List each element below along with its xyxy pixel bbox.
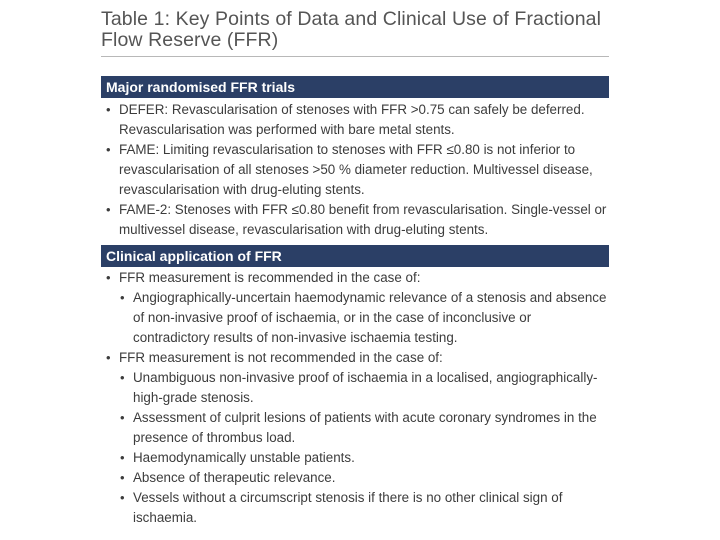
list-subitem xyxy=(101,448,609,468)
bullet-icon: • xyxy=(120,450,125,465)
bullet-icon: • xyxy=(120,370,125,385)
list-item xyxy=(101,200,609,240)
item-text: Vessels without a circumscript stenosis if there is no other clinical sign of ischaemia. xyxy=(133,490,563,525)
item-text: FFR measurement is not recommended in the case of: xyxy=(119,350,443,365)
item-text: FAME: Limiting revascularisation to stenoses with FFR ≤0.80 is not inferior to revascularisation of all stenoses >50 % diameter reduction. Multivessel disease, revascularisation with drug-eluting stents. xyxy=(119,142,593,197)
item-text: Angiographically-uncertain haemodynamic relevance of a stenosis and absence of non-invasive proof of ischaemia, or in the case of inconclusive or contradictory results of non-invasive ischaemia testing. xyxy=(133,290,607,345)
bullet-icon: • xyxy=(120,290,125,305)
list-subitem xyxy=(101,468,609,488)
bullet-icon: • xyxy=(106,202,111,217)
table-title xyxy=(101,9,621,51)
bullet-icon: • xyxy=(120,410,125,425)
bullet-icon: • xyxy=(106,102,111,117)
item-text: Absence of therapeutic relevance. xyxy=(133,470,336,485)
section-header-trials: Major randomised FFR trials xyxy=(101,76,609,98)
item-text: FFR measurement is recommended in the case of: xyxy=(119,270,421,285)
list-item xyxy=(101,140,609,200)
title-divider xyxy=(101,56,609,57)
item-text: Unambiguous non-invasive proof of ischaemia in a localised, angiographically-high-grade stenosis. xyxy=(133,370,598,405)
list-item xyxy=(101,100,609,140)
list-subitem xyxy=(101,288,609,348)
list-item xyxy=(101,268,609,288)
bullet-icon: • xyxy=(106,142,111,157)
section-header-clinical: Clinical application of FFR xyxy=(101,245,609,267)
list-subitem xyxy=(101,408,609,448)
trials-list xyxy=(101,100,609,240)
bullet-icon: • xyxy=(120,490,125,505)
list-subitem xyxy=(101,368,609,408)
clinical-list xyxy=(101,268,609,528)
item-text: Haemodynamically unstable patients. xyxy=(133,450,355,465)
table-title-line-1: Table 1: Key Points of Data and Clinical Use of Fractional xyxy=(101,8,602,30)
bullet-icon: • xyxy=(106,270,111,285)
item-text: FAME-2: Stenoses with FFR ≤0.80 benefit from revascularisation. Single-vessel or multivessel disease, revascularisation with drug-eluting stents. xyxy=(119,202,607,237)
bullet-icon: • xyxy=(106,350,111,365)
bullet-icon: • xyxy=(120,470,125,485)
table-title-line-2: Flow Reserve (FFR) xyxy=(101,29,279,51)
item-text: Assessment of culprit lesions of patients with acute coronary syndromes in the presence of thrombus load. xyxy=(133,410,597,445)
list-subitem xyxy=(101,488,609,528)
list-item xyxy=(101,348,609,368)
item-text: DEFER: Revascularisation of stenoses with FFR >0.75 can safely be deferred. Revascularisation was performed with bare metal stents. xyxy=(119,102,585,137)
